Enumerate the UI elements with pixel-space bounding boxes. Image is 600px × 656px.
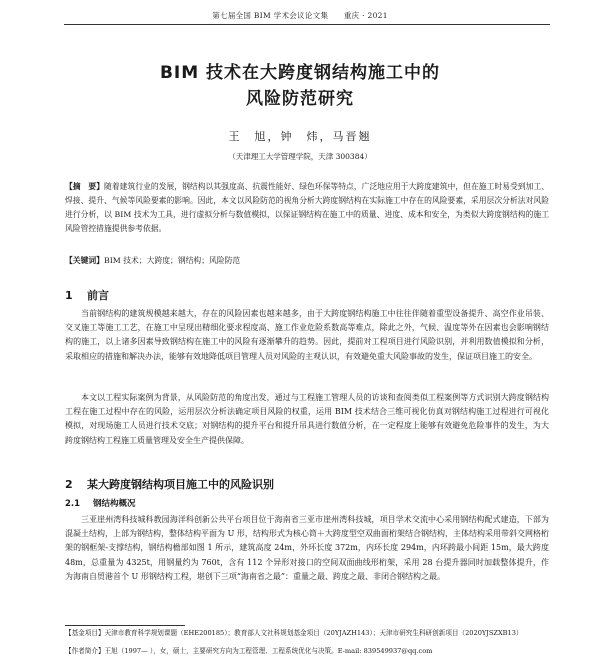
keywords-label: 【关键词】: [65, 256, 104, 265]
subsection-2-1-heading: [65, 497, 136, 509]
affiliation: （天津理工大学管理学院，天津 300384）: [228, 152, 372, 161]
paper-title-line-1: BIM 技术在大跨度钢结构施工中的: [159, 63, 441, 83]
keywords: [65, 254, 549, 268]
section-1-heading: [65, 287, 109, 303]
subsection-2-1-paragraph: 三亚崖州湾科技城科教园海洋科创新公共平台项目位于海南省三亚市崖州湾科技城，项目学术交流中心采用钢结构配式建造，下部为混凝土结构，上部为钢结构，整体结构平面为 U 形，结构形式为核心筒＋大跨度型空双曲面桁架结合钢结构，主体结构采用带斜交网格桁架的钢框架-支撑结构，钢结构檐部如图 1 所示，建筑高度 24m，外环长度 372m，内环长度 294m，内环跨最小间距 15m，最大跨度 48m，总重量为 4325t，用钢量约为 760t，含有 112 个异形对接口的空间双面曲线形桁架，采用 28 台提升器同时加载整体提升，作为海南自贸港首个 U 形钢结构工程，堪创下三项“海南省之最”：重量之最、跨度之最、非闭合钢结构之最。: [65, 515, 549, 581]
keywords-text: BIM 技术；大跨度；钢结构；风险防范: [103, 256, 241, 265]
section-2-title: 某大跨度钢结构项目施工中的风险识别: [87, 478, 274, 491]
abstract-text: 随着建筑行业的发展，钢结构以其强度高、抗震性能好、绿色环保等特点，广泛地应用于大跨度建筑中，但在施工时易受到加工、焊接、提升、气候等风险要素的影响。因此，本文以风险防范的视角分析大跨度钢结构在实际施工中存在的风险要素，采用层次分析法对风险进行分析，以 BIM 技术为工具，进行虚拟分析与数值模拟，以保证钢结构在施工中的质量、进度、成本和安全，为类似大跨度钢结构的施工风险管控措施提供参考依据。: [65, 182, 550, 233]
paper-title-line-2: 风险防范研究: [246, 89, 354, 109]
section-1-paragraph-2: 本文以工程实际案例为背景，从风险防范的角度出发，通过与工程施工管理人员的访谈和查阅类似工程案例等方式识别大跨度钢结构工程在施工过程中存在的风险，运用层次分析法确定项目风险的权重，运用 BIM 技术结合三维可视化仿真对钢结构施工过程进行可视化模拟，对现场施工人员进行技术交底；对钢结构的提升平台和提升吊具进行数值分析，在一定程度上能够有效避免危险事件的发生，为大跨度钢结构工程施工质量管理及安全生产提供保障。: [65, 393, 549, 445]
subsection-2-1-title: 钢结构概况: [93, 499, 136, 509]
subsection-2-1-number: 2.1: [65, 499, 81, 509]
footnote-author: 【作者简介】王旭（1997— ），女，硕士，主要研究方向为工程管理、工程系统优化与决策。E-mail: 839549937@qq.com: [65, 647, 433, 655]
authors: 王 旭，钟 炜，马晋翘: [228, 130, 372, 143]
section-2-number: 2: [65, 478, 73, 491]
running-header: 第七届全国 BIM 学术会议论文集 重庆 · 2021: [212, 11, 388, 20]
footnote-rule: [65, 625, 185, 626]
footnote-fund: 【基金项目】天津市教育科学规划课题（EHE200185）；教育部人文社科规划基金项目（20YJAZH143）；天津市研究生科研创新项目（2020YJSZXB13）: [65, 629, 523, 637]
section-1-number: 1: [65, 289, 73, 302]
abstract: [65, 180, 549, 236]
header-rule: [64, 24, 550, 25]
section-1-paragraph-1: 当前钢结构的建筑规模越来越大，存在的风险因素也越来越多，由于大跨度钢结构施工中往往伴随着重型设备提升、高空作业吊装、交叉施工等施工工艺，在施工中呈现出精细化要求程度高、施工作业危险系数高等难点，除此之外，气候、温度等外在因素也会影响钢结构的施工，以上诸多因素导致钢结构在施工中的风险有逐渐攀升的趋势。因此，提前对工程项目进行风险识别，并利用数值模拟和分析，采取相应的措施和解决办法，能够有效地降低项目管理人员对风险的主观认识，有效避免重大风险事故的发生，保证项目施工的安全。: [65, 309, 549, 361]
section-2-heading: [65, 476, 274, 492]
section-1-title: 前言: [87, 289, 109, 302]
abstract-label: 【摘 要】: [65, 182, 105, 191]
